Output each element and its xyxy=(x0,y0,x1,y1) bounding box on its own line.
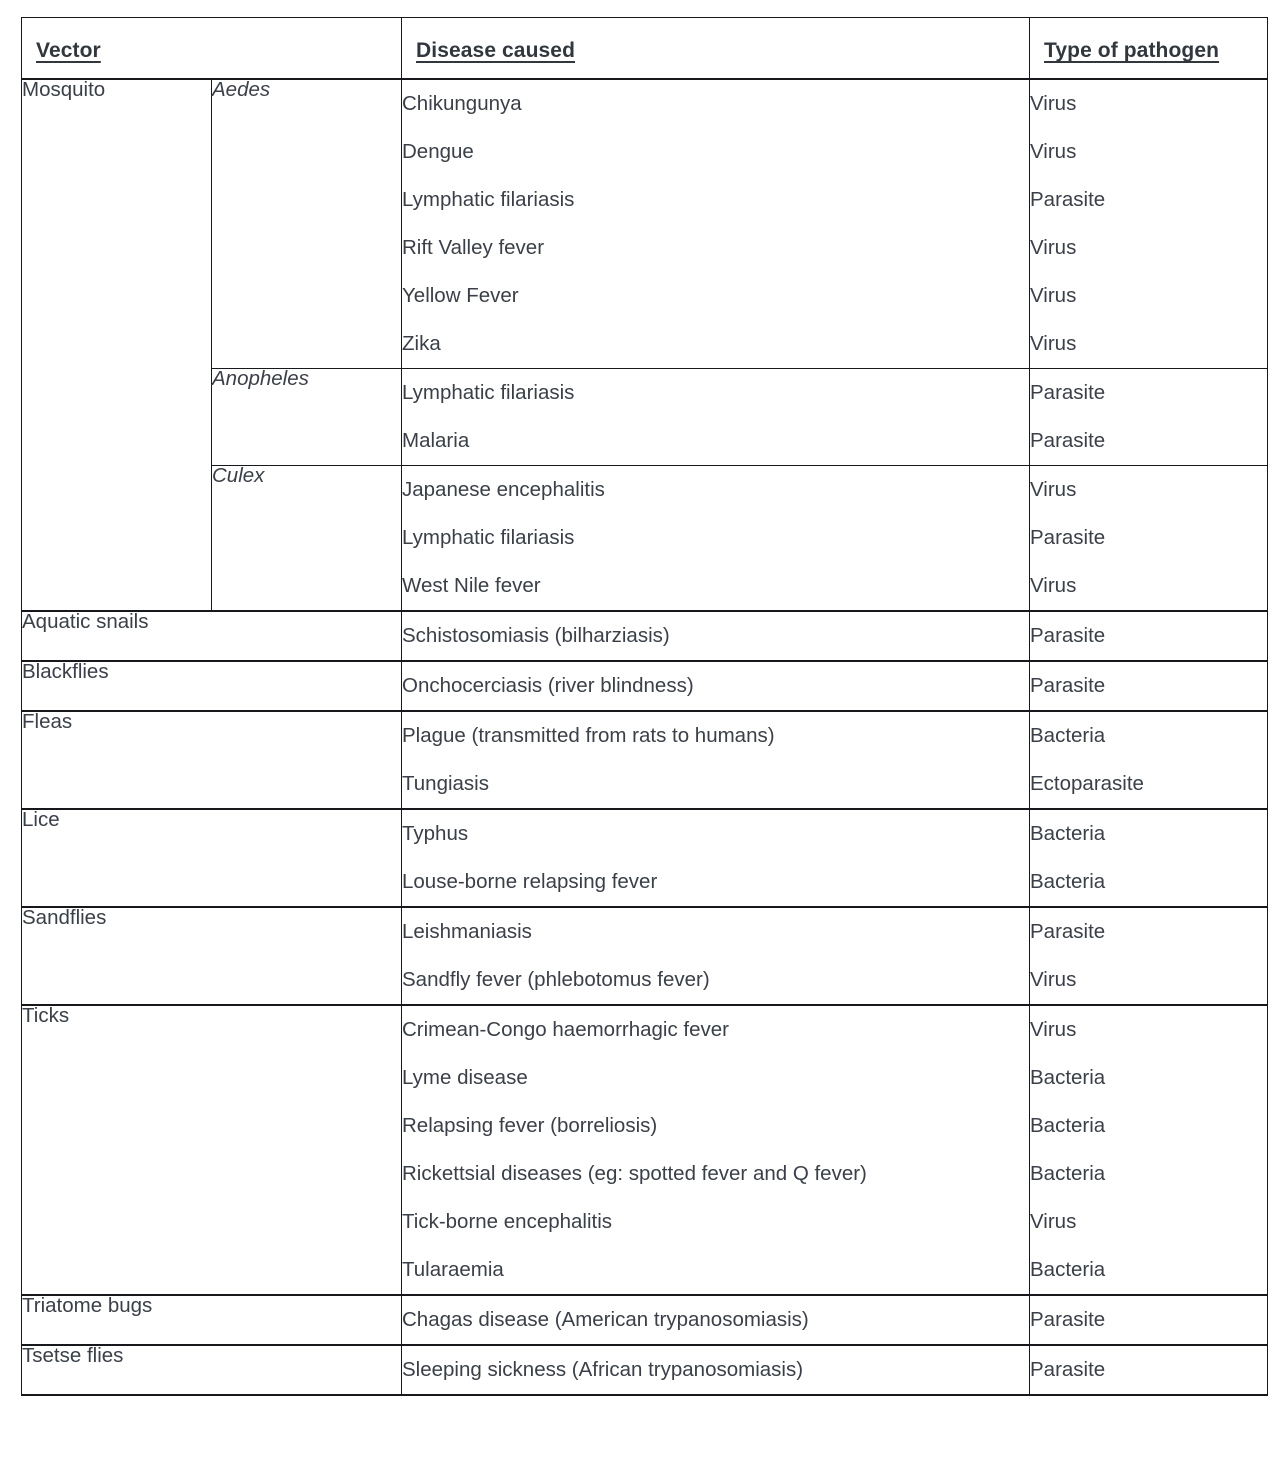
pathogen-item: Ectoparasite xyxy=(1030,772,1144,795)
disease-item: Onchocerciasis (river blindness) xyxy=(402,674,694,697)
pathogen-item: Bacteria xyxy=(1030,724,1106,747)
disease-item: Rift Valley fever xyxy=(402,236,545,259)
pathogen-list xyxy=(1030,1006,1267,1294)
vector-cell xyxy=(22,661,402,711)
pathogen-list xyxy=(1030,369,1267,465)
genus-label: Aedes xyxy=(212,78,271,101)
disease-cell xyxy=(402,79,1030,369)
disease-item: West Nile fever xyxy=(402,574,541,597)
disease-cell xyxy=(402,711,1030,809)
disease-item: Dengue xyxy=(402,140,474,163)
disease-item: Lymphatic filariasis xyxy=(402,526,575,549)
disease-cell xyxy=(402,1005,1030,1295)
pathogen-item: Parasite xyxy=(1030,188,1106,211)
genus-cell xyxy=(212,466,402,612)
disease-item: Rickettsial diseases (eg: spotted fever and Q fever) xyxy=(402,1162,867,1185)
vector-cell xyxy=(22,1345,402,1395)
disease-item: Louse-borne relapsing fever xyxy=(402,870,658,893)
pathogen-item: Parasite xyxy=(1030,674,1106,697)
pathogen-list xyxy=(1030,908,1267,1004)
disease-list xyxy=(402,1346,1029,1394)
pathogen-item: Parasite xyxy=(1030,381,1106,404)
vector-label: Lice xyxy=(22,808,60,831)
table-row xyxy=(22,79,1268,369)
vector-label: Tsetse flies xyxy=(22,1344,124,1367)
pathogen-item: Bacteria xyxy=(1030,1258,1106,1281)
disease-item: Lymphatic filariasis xyxy=(402,188,575,211)
pathogen-list xyxy=(1030,466,1267,610)
pathogen-list xyxy=(1030,1296,1267,1344)
pathogen-item: Bacteria xyxy=(1030,1114,1106,1137)
pathogen-list xyxy=(1030,662,1267,710)
disease-item: Typhus xyxy=(402,822,469,845)
pathogen-item: Virus xyxy=(1030,92,1077,115)
vector-cell xyxy=(22,809,402,907)
table-row xyxy=(22,611,1268,661)
table-row xyxy=(22,809,1268,907)
pathogen-list xyxy=(1030,810,1267,906)
pathogen-item: Virus xyxy=(1030,574,1077,597)
pathogen-cell xyxy=(1030,809,1268,907)
disease-list xyxy=(402,369,1029,465)
vector-label: Fleas xyxy=(22,710,73,733)
pathogen-item: Virus xyxy=(1030,140,1077,163)
disease-item: Malaria xyxy=(402,429,470,452)
pathogen-item: Virus xyxy=(1030,284,1077,307)
pathogen-cell xyxy=(1030,1295,1268,1345)
vector-cell xyxy=(22,907,402,1005)
pathogen-list xyxy=(1030,1346,1267,1394)
vector-cell xyxy=(22,1005,402,1295)
column-header-vector xyxy=(22,18,402,80)
vector-label: Mosquito xyxy=(22,78,106,101)
pathogen-item: Parasite xyxy=(1030,624,1106,647)
pathogen-cell xyxy=(1030,711,1268,809)
pathogen-item: Parasite xyxy=(1030,1308,1106,1331)
disease-list xyxy=(402,80,1029,368)
disease-item: Crimean-Congo haemorrhagic fever xyxy=(402,1018,730,1041)
pathogen-cell xyxy=(1030,611,1268,661)
vector-label: Triatome bugs xyxy=(22,1294,153,1317)
pathogen-item: Virus xyxy=(1030,1210,1077,1233)
table-head xyxy=(22,18,1268,80)
disease-item: Japanese encephalitis xyxy=(402,478,605,501)
pathogen-cell xyxy=(1030,661,1268,711)
disease-cell xyxy=(402,369,1030,466)
column-header-disease-label: Disease caused xyxy=(416,39,576,62)
pathogen-item: Virus xyxy=(1030,236,1077,259)
pathogen-item: Virus xyxy=(1030,332,1077,355)
vector-cell xyxy=(22,611,402,661)
disease-item: Yellow Fever xyxy=(402,284,519,307)
table-row xyxy=(22,661,1268,711)
disease-cell xyxy=(402,907,1030,1005)
table-row xyxy=(22,1005,1268,1295)
disease-list xyxy=(402,908,1029,1004)
pathogen-item: Bacteria xyxy=(1030,822,1106,845)
genus-label: Anopheles xyxy=(212,367,309,390)
vector-cell xyxy=(22,711,402,809)
disease-item: Tungiasis xyxy=(402,772,489,795)
pathogen-cell xyxy=(1030,1345,1268,1395)
column-header-pathogen-label: Type of pathogen xyxy=(1044,39,1220,62)
disease-cell xyxy=(402,809,1030,907)
disease-list xyxy=(402,712,1029,808)
disease-item: Chikungunya xyxy=(402,92,522,115)
disease-item: Chagas disease (American trypanosomiasis) xyxy=(402,1308,809,1331)
pathogen-cell xyxy=(1030,369,1268,466)
disease-cell xyxy=(402,1295,1030,1345)
disease-item: Plague (transmitted from rats to humans) xyxy=(402,724,775,747)
disease-item: Relapsing fever (borreliosis) xyxy=(402,1114,658,1137)
pathogen-list xyxy=(1030,80,1267,368)
pathogen-list xyxy=(1030,612,1267,660)
pathogen-item: Virus xyxy=(1030,1018,1077,1041)
vector-label: Blackflies xyxy=(22,660,109,683)
pathogen-item: Bacteria xyxy=(1030,1162,1106,1185)
header-row xyxy=(22,18,1268,80)
column-header-vector-label: Vector xyxy=(36,39,101,62)
disease-list xyxy=(402,1296,1029,1344)
disease-item: Tularaemia xyxy=(402,1258,504,1281)
pathogen-item: Parasite xyxy=(1030,429,1106,452)
pathogen-item: Bacteria xyxy=(1030,870,1106,893)
table-row xyxy=(22,907,1268,1005)
table-body xyxy=(22,79,1268,1395)
column-header-disease xyxy=(402,18,1030,80)
disease-item: Zika xyxy=(402,332,441,355)
genus-label: Culex xyxy=(212,464,265,487)
pathogen-cell xyxy=(1030,1005,1268,1295)
disease-list xyxy=(402,662,1029,710)
disease-item: Leishmaniasis xyxy=(402,920,532,943)
disease-item: Sandfly fever (phlebotomus fever) xyxy=(402,968,710,991)
column-header-pathogen xyxy=(1030,18,1268,80)
table-row xyxy=(22,711,1268,809)
pathogen-item: Bacteria xyxy=(1030,1066,1106,1089)
vector-label: Sandflies xyxy=(22,906,107,929)
vector-label: Aquatic snails xyxy=(22,610,149,633)
disease-list xyxy=(402,612,1029,660)
disease-item: Tick-borne encephalitis xyxy=(402,1210,613,1233)
genus-cell xyxy=(212,369,402,466)
disease-cell xyxy=(402,466,1030,612)
vector-cell xyxy=(22,79,212,611)
pathogen-item: Parasite xyxy=(1030,1358,1106,1381)
disease-item: Lymphatic filariasis xyxy=(402,381,575,404)
vector-borne-disease-table xyxy=(21,17,1268,1396)
disease-cell xyxy=(402,1345,1030,1395)
vector-label: Ticks xyxy=(22,1004,70,1027)
table-row xyxy=(22,1295,1268,1345)
vector-cell xyxy=(22,1295,402,1345)
pathogen-item: Virus xyxy=(1030,968,1077,991)
pathogen-cell xyxy=(1030,907,1268,1005)
disease-item: Schistosomiasis (bilharziasis) xyxy=(402,624,670,647)
pathogen-item: Parasite xyxy=(1030,920,1106,943)
disease-list xyxy=(402,466,1029,610)
disease-list xyxy=(402,810,1029,906)
disease-item: Lyme disease xyxy=(402,1066,528,1089)
pathogen-item: Virus xyxy=(1030,478,1077,501)
disease-cell xyxy=(402,611,1030,661)
pathogen-list xyxy=(1030,712,1267,808)
pathogen-item: Parasite xyxy=(1030,526,1106,549)
genus-cell xyxy=(212,79,402,369)
table-row xyxy=(22,1345,1268,1395)
pathogen-cell xyxy=(1030,466,1268,612)
disease-cell xyxy=(402,661,1030,711)
pathogen-cell xyxy=(1030,79,1268,369)
disease-item: Sleeping sickness (African trypanosomiasis) xyxy=(402,1358,804,1381)
disease-list xyxy=(402,1006,1029,1294)
